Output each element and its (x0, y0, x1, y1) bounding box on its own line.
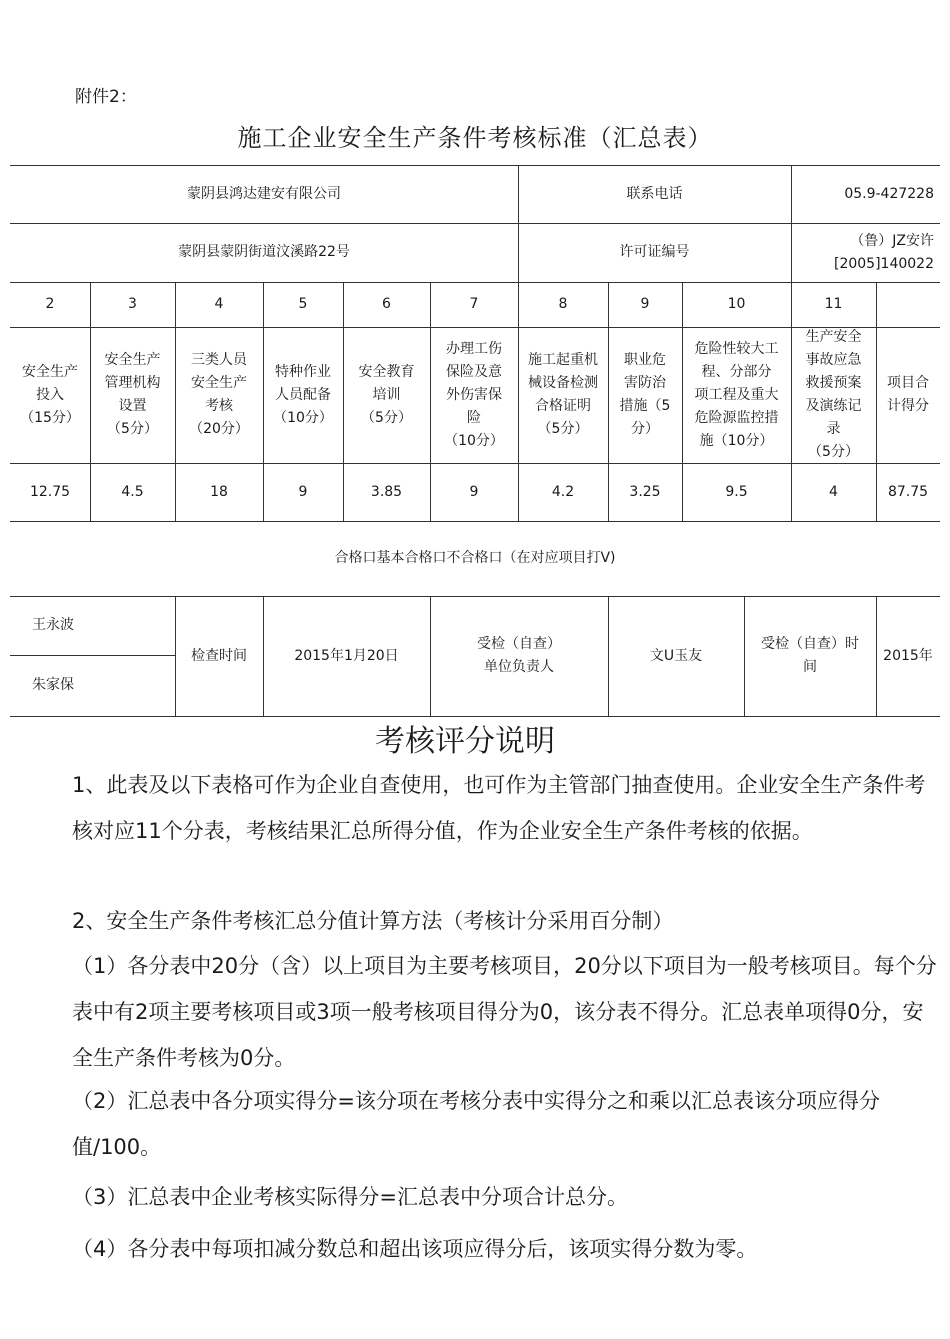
column-number: 2 (45, 296, 55, 312)
header-text (273, 361, 333, 430)
header-line: 安全教育 (358, 363, 415, 380)
score-cell: 12.75 (29, 483, 71, 500)
inspector-name: 王永波 (32, 617, 74, 633)
header-line: 安全生产 (104, 352, 161, 368)
header-line: 程、分部分 (701, 363, 772, 380)
column-header (10, 327, 90, 463)
header-line: 合格证明 (535, 398, 591, 414)
header-line: （5分） (361, 409, 412, 426)
label-line: 受检（自查） (477, 636, 561, 652)
inspection-time-value: 2015年1月20日 (294, 647, 399, 664)
header-line: 措施（5 (619, 398, 671, 414)
header-text (806, 326, 862, 464)
column-number: 9 (640, 296, 650, 312)
note-paragraph: （1）各分表中20分（含）以上项目为主要考核项目，20分以下项目为一般考核项目。每个分表中有2项主要考核项目或3项一般考核项目得分为0，该分表不得分。汇总表单项得0分，安全生产条件考核为0分。 (72, 954, 937, 1070)
score-cell: 3.25 (629, 483, 661, 500)
attachment-label: 附件2： (75, 87, 137, 107)
notes-title: 考核评分说明 (375, 724, 555, 759)
label-line: 间 (803, 659, 817, 675)
phone-label: 联系电话 (626, 185, 683, 202)
header-line: 危险性较大工 (694, 340, 779, 357)
column-header (90, 327, 175, 463)
note-paragraph: 1、此表及以下表格可作为企业自查使用，也可作为主管部门抽查使用。企业安全生产条件考核对应11个分表，考核结果汇总所得分值，作为企业安全生产条件考核的依据。 (72, 773, 926, 843)
score-cell: 87.75 (887, 483, 929, 500)
unit-person-label (430, 596, 608, 716)
header-text (620, 349, 671, 441)
column-number: 5 (298, 296, 308, 312)
header-text (359, 361, 415, 430)
score-cell: 9.5 (725, 483, 748, 500)
header-text (528, 349, 598, 441)
column-number (876, 282, 940, 327)
column-header (430, 327, 518, 463)
check-time-value: 2015年 (883, 647, 933, 664)
header-line: 外伤害保 (445, 386, 502, 403)
header-line: 生产安全 (805, 329, 862, 345)
license-number (791, 223, 940, 282)
score-cell: 18 (210, 483, 228, 500)
header-text (887, 372, 929, 418)
column-header (608, 327, 682, 463)
column-header (343, 327, 430, 463)
header-text (189, 349, 249, 441)
page-title: 施工企业安全生产条件考核标准（汇总表） (237, 124, 713, 152)
label-line: 受检（自查）时 (761, 636, 859, 652)
header-line: 施工起重机 (528, 352, 598, 368)
header-line: 救援预案 (805, 375, 862, 391)
header-line: （5分） (107, 421, 158, 437)
inspection-time-label: 检查时间 (191, 647, 247, 664)
header-line: 安全生产 (21, 363, 78, 380)
inspector-name: 朱家保 (32, 677, 74, 693)
unit-person-value: 文U玉友 (649, 647, 703, 664)
header-line: 管理机构 (104, 375, 161, 391)
header-line: 危险源监控措 (694, 409, 779, 426)
column-header (876, 327, 940, 463)
note-paragraph: 2、安全生产条件考核汇总分值计算方法（考核计分采用百分制） (72, 909, 674, 933)
header-line: 录 (826, 421, 841, 437)
header-text (444, 338, 504, 453)
header-line: 害防治 (623, 375, 666, 391)
header-line: 职业危 (623, 352, 666, 368)
header-line: 安全生产 (190, 375, 247, 391)
header-line: 考核 (204, 398, 233, 414)
header-line: 保险及意 (445, 363, 502, 380)
column-number: 4 (214, 296, 224, 312)
header-line: （10分） (273, 409, 333, 426)
score-cell: 4 (829, 483, 838, 500)
header-line: 人员配备 (274, 386, 331, 403)
column-number: 11 (824, 296, 843, 312)
score-cell: 9 (298, 483, 308, 500)
note-paragraph: （4）各分表中每项扣减分数总和超出该项应得分后，该项实得分数为零。 (72, 1237, 758, 1261)
header-line: 项目合 (887, 375, 929, 391)
header-line: （5分） (808, 444, 859, 460)
column-header (518, 327, 608, 463)
header-text (105, 349, 161, 441)
company-address: 蒙阴县蒙阴街道汶溪路22号 (178, 244, 350, 260)
column-header (263, 327, 343, 463)
header-line: 设置 (118, 398, 147, 414)
header-line: 分） (630, 421, 659, 437)
header-line: 计得分 (887, 398, 929, 414)
company-name: 蒙阴县鸿达建安有限公司 (187, 185, 341, 202)
header-text (695, 338, 779, 453)
header-line: 三类人员 (190, 352, 247, 368)
header-text (20, 361, 80, 430)
column-header (175, 327, 263, 463)
score-cell: 9 (469, 483, 479, 500)
header-line: 特种作业 (274, 363, 331, 380)
column-number: 7 (469, 296, 479, 312)
header-line: 培训 (372, 386, 401, 403)
header-line: 施（10分） (699, 432, 774, 449)
label-line: 单位负责人 (484, 659, 554, 675)
header-line: （15分） (20, 409, 80, 426)
header-line: （10分） (444, 432, 504, 449)
header-line: 械设备检测 (528, 375, 598, 391)
header-line: （20分） (189, 421, 249, 437)
license-label: 许可证编号 (619, 244, 690, 260)
score-cell: 4.5 (121, 483, 144, 500)
check-time-label (744, 596, 876, 716)
column-header (682, 327, 791, 463)
header-line: 事故应急 (805, 352, 862, 368)
license-line: [2005]140022 (834, 255, 934, 272)
header-line: 项工程及重大 (694, 386, 779, 403)
header-line: 投入 (35, 386, 64, 403)
column-header (791, 327, 876, 463)
column-number: 6 (382, 296, 391, 312)
note-paragraph: （3）汇总表中企业考核实际得分=汇总表中分项合计总分。 (72, 1185, 628, 1209)
column-number: 3 (128, 296, 137, 312)
column-number: 10 (727, 296, 746, 312)
note-paragraph: （2）汇总表中各分项实得分=该分项在考核分表中实得分之和乘以汇总表该分项应得分值/100。 (72, 1089, 880, 1159)
header-line: 及演练记 (805, 398, 862, 414)
score-cell: 4.2 (551, 483, 575, 500)
phone-value: 05.9-427228 (844, 185, 934, 202)
result-line: 合格口基本合格口不合格口（在对应项目打V) (334, 550, 616, 566)
score-cell: 3.85 (370, 483, 403, 500)
header-line: 办理工伤 (445, 340, 502, 357)
license-line: （鲁）JZ安许 (850, 232, 934, 249)
header-line: 险 (466, 409, 481, 426)
column-number: 8 (558, 296, 568, 312)
header-line: （5分） (537, 421, 589, 437)
